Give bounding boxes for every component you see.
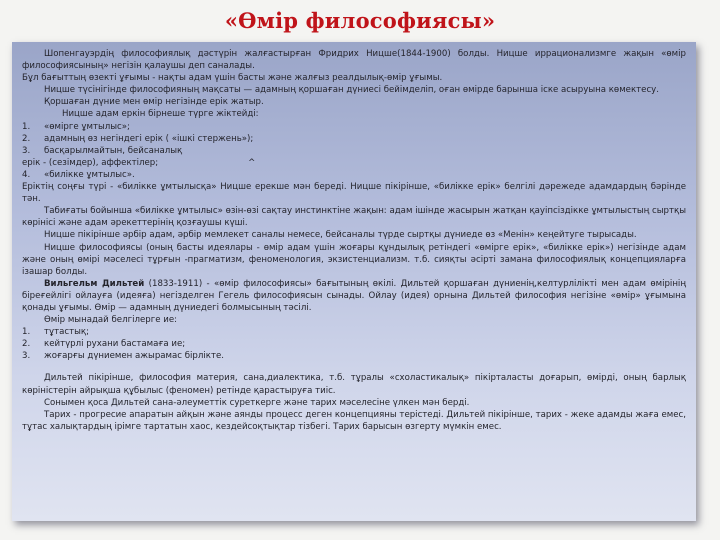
list-item-number: 4.	[22, 169, 31, 180]
paragraph-philosophy-goal: Ницше түсінігінде философияның мақсаты — адамның қоршаған дүниесі бейімделіп, оған өмірде барынша іске асыруына көмектесу.	[44, 85, 659, 96]
list-item	[22, 121, 686, 133]
paragraph-self-expansion: Ницше пікірінше әрбір адам, әрбір мемлекет саналы немесе, бейсаналы түрде сыртқы дүниеде өз «Менін» кеңейтуге тырысады.	[44, 230, 637, 241]
dilthey-name: Вильгельм Дильтей	[44, 278, 145, 289]
list-item-text: кейтүрлі рухани бастамаға ие;	[44, 339, 186, 350]
paragraph-life-features: Өмір мынадай белгілерге ие:	[44, 315, 178, 326]
emotions-text: ерік - (сезімдер), аффектілер;	[22, 157, 159, 168]
content-box	[12, 42, 696, 521]
paragraph-nietzsche-intro: Шопенгауэрдің философиялық дәстүрін жалғастырған Фридрих Ницше(1844-1900) болды. Ницше иррационализмге жақын «өмір философиясының» негізін қалаушы деп саналады.	[22, 49, 686, 72]
list-item-number: 1.	[22, 327, 31, 338]
list-item	[22, 326, 686, 338]
list-item-text: адамның өз негіндегі ерік ( «ішкі стержень»);	[44, 133, 254, 144]
list-item	[22, 169, 686, 181]
paragraph-history-concept: Тарих - прогресие апаратын айқын және аянды процесс деген концепцияны терістеді. Дильтей пікірінше, тарих - жеке адамды жаға емес, тұтас халықтардың ірімге тартатын хаос, кездейсоқтықтар тізбегі. Тарих барысын өзгерту мүмкін емес.	[22, 409, 686, 432]
list-item-text: басқарылмайтын, бейсаналық	[44, 145, 183, 156]
list-item-text: жоғарғы дүниемен ажырамас бірлікте.	[44, 351, 224, 362]
paragraph-dilthey-philosophy: Дильтей пікірінше, философия материя, сана,диалектика, т.б. тұралы «схоластикалық» пікірталасты доғарып, өмірді, оның барлық көріністерін айрықша құбылыс (феномен) ретінде қарастыруға тиіс.	[22, 373, 686, 396]
slide-title: «Өмір философиясы»	[224, 8, 496, 33]
list-item-text: «өмірге ұмтылыс»;	[44, 121, 130, 132]
list-item-number: 2.	[22, 133, 31, 144]
list-item	[22, 338, 686, 350]
paragraph-will-types-intro: Ницше адам еркін бірнеше түрге жіктейді:	[62, 109, 259, 120]
dilthey-text: (1833-1911) - «өмір философиясы» бағытының өкілі. Дильтей қоршаған дүниенің,келтурлілікті мен адам өмірінің біреғейлігі ойлауға (идеяға) негізделген Гегель философиясын сынады. Ойлау (идея) орнына Дильтей философия негізіне «өмір» ұғымына қонады ұғымы. Өмір — адамның дүниедегі болмысының тәсілі.	[22, 278, 686, 313]
list-item-number: 3.	[22, 145, 31, 156]
list-item-number: 1.	[22, 121, 31, 132]
list-item-number: 3.	[22, 351, 31, 362]
spacer	[22, 362, 686, 372]
paragraph-core-concept: Бұл бағыттың өзекті ұғымы - нақты адам үшін басты және жалғыз реалдылық-өмір ұғымы.	[22, 73, 443, 84]
list-item-text: «билікке ұмтылыс».	[44, 169, 135, 180]
paragraph-dilthey-history: Сонымен қоса Дильтей сана-әлеуметтік суреткерге және тарих мәселесіне үлкен мән берді.	[44, 397, 470, 408]
paragraph-will-basis: Қоршаған дүние мен өмір негізінде ерік жатыр.	[44, 97, 264, 108]
paragraph-power-nature: Табиғаты бойынша «билікке ұмтылыс» өзін-өзі сақтау инстинктіне жақын: адам ішінде жасырын жатқан қауіпсіздікке ұмтылыстың сыртқы көрінісі және адам әрекеттерінің қозғаушы күші.	[22, 206, 686, 229]
caret-mark: ^	[248, 157, 256, 168]
paragraph-will-emotions	[22, 157, 686, 169]
list-item-text: тұтастық;	[44, 327, 89, 338]
list-item	[22, 350, 686, 362]
list-item	[22, 133, 686, 145]
list-item-number: 2.	[22, 339, 31, 350]
paragraph-will-to-power: Еріктің соңғы түрі - «билікке ұмтылысқа» Ницше ерекше мән береді. Ницше пікірінше, «билікке ерік» белгілі дәрежеде адамдардың бәрінде тән.	[22, 182, 686, 205]
paragraph-dilthey	[22, 278, 686, 314]
paragraph-nietzsche-legacy: Ницше философиясы (оның басты идеялары - өмір адам үшін жоғары құндылық ретіндегі «өмірге ерік», «билікке ерік») негізінде адам және оның өмірі мәселесі тұрғын -прагматизм, феноменология, экзистенциализм. т.б. сияқты әсірті замана философиялық концепцияларға ізашар болды.	[22, 242, 686, 277]
list-item	[22, 145, 686, 157]
